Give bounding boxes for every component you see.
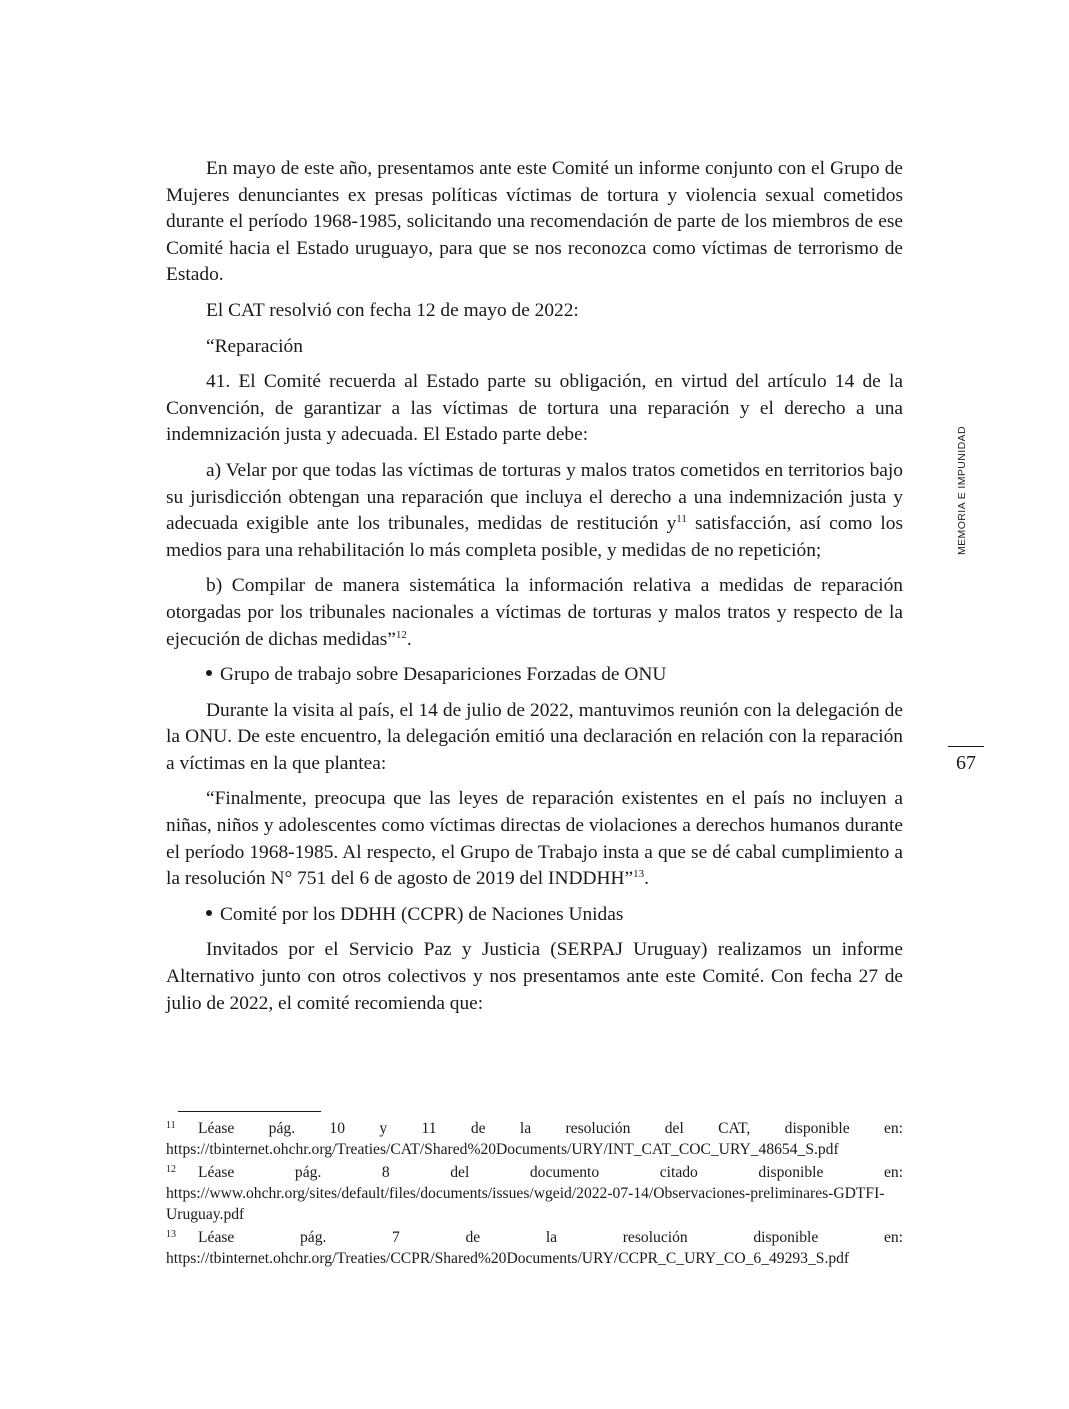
main-text [166, 156, 903, 1017]
bullet-grupo-trabajo-text: Grupo de trabajo sobre Desapariciones Forzadas de ONU [220, 664, 667, 686]
footnote-11: 11 Léase pág. 10 y 11 de la resolución del CAT, disponible en: https://tbinternet.ohchr.org/Treaties/CAT/Shared%20Documents/URY/INT_CAT_COC_URY_48654_S.pdf [166, 1120, 903, 1158]
paragraph-cat-resolvio: El CAT resolvió con fecha 12 de mayo de 2022: [206, 299, 579, 321]
bullet-dot-icon [206, 910, 212, 916]
paragraph-visita-pais: Durante la visita al país, el 14 de julio de 2022, mantuvimos reunión con la delegación de la ONU. De este encuentro, la delegación emitió una declaración en relación con la reparación a víctimas en la que plantea: [166, 699, 903, 774]
footnote-12: 12 Léase pág. 8 del documento citado disponible en: https://www.ohchr.org/sites/default/files/documents/issues/wgeid/2022-07-14/Observaciones-preliminares-GDTFI-Uruguay.pdf [166, 1164, 903, 1223]
footnote-ref-12[interactable]: 12 [395, 628, 407, 641]
footnote-separator [178, 1111, 321, 1112]
paragraph-informe-conjunto: En mayo de este año, presentamos ante este Comité un informe conjunto con el Grupo de Mujeres denunciantes ex presas políticas víctimas de tortura y violencia sexual cometidos durante el período 1968-1985, solicitando una recomendación de parte de los miembros de ese Comité hacia el Estado uruguayo, para que se nos reconozca como víctimas de terrorismo de Estado. [166, 158, 903, 286]
bullet-grupo-trabajo [166, 662, 903, 689]
bullet-comite-ddhh [166, 902, 903, 929]
bullet-dot-icon [206, 670, 212, 676]
footnote-text[interactable]: Léase pág. 10 y 11 de la resolución del CAT, disponible en: https://tbinternet.ohchr.org/Treaties/CAT/Shared%20Documents/URY/INT_CAT_COC_URY_48654_S.pdf [166, 1120, 903, 1158]
paragraph-41: 41. El Comité recuerda al Estado parte su obligación, en virtud del artículo 14 de la Convención, de garantizar a las víctimas de tortura una reparación y el derecho a una indemnización justa y adecuada. El Estado parte debe: [166, 371, 903, 446]
paragraph-finalmente-quote [166, 786, 903, 892]
footnote-text[interactable]: Léase pág. 8 del documento citado disponible en: https://www.ohchr.org/sites/default/files/documents/issues/wgeid/2022-07-14/Observaciones-preliminares-GDTFI-Uruguay.pdf [166, 1164, 903, 1223]
bullet-comite-ddhh-text: Comité por los DDHH (CCPR) de Naciones Unidas [220, 903, 624, 925]
footnotes [166, 1118, 903, 1271]
quote-text-end: . [644, 868, 649, 890]
paragraph-reparacion-heading: “Reparación [206, 335, 303, 357]
item-b-text-start: b) Compilar de manera sistemática la información relativa a medidas de reparación otorgadas por los tribunales nacionales a víctimas de torturas y malos tratos y respecto de la ejecución de dichas medidas” [166, 575, 903, 650]
page-number: 67 [956, 752, 976, 774]
paragraph-serpaj: Invitados por el Servicio Paz y Justicia (SERPAJ Uruguay) realizamos un informe Alternativo junto con otros colectivos y nos presentamos ante este Comité. Con fecha 27 de julio de 2022, el comité recomienda que: [166, 939, 903, 1014]
paragraph-item-b [166, 573, 903, 653]
paragraph-item-a [166, 458, 903, 564]
footnote-13: 13 Léase pág. 7 de la resolución disponible en: https://tbinternet.ohchr.org/Treaties/CCPR/Shared%20Documents/URY/CCPR_C_URY_CO_6_49293_S.pdf [166, 1229, 903, 1267]
footnote-text[interactable]: Léase pág. 7 de la resolución disponible en: https://tbinternet.ohchr.org/Treaties/CCPR/Shared%20Documents/URY/CCPR_C_URY_CO_6_49293_S.pdf [166, 1229, 903, 1267]
footnote-ref-11[interactable]: 11 [676, 513, 687, 526]
item-b-text-end: . [406, 628, 412, 650]
item-a-text-end: satisfacción, así como los medios para una rehabilitación lo más completa posible, y medidas de no repetición; [166, 513, 903, 561]
running-header-side-label: MEMORIA E IMPUNIDAD [956, 426, 968, 556]
page-number-rule [948, 746, 984, 747]
footnote-ref-13[interactable]: 13 [633, 868, 645, 881]
item-a-text-start: a) Velar por que todas las víctimas de torturas y malos tratos cometidos en territorios bajo su jurisdicción obtengan una reparación que incluya el derecho a una indemnización justa y adecuada exigible ante los tribunales, medidas de restitución y [166, 459, 903, 535]
quote-text-start: “Finalmente, preocupa que las leyes de reparación existentes en el país no incluyen a niñas, niños y adolescentes como víctimas directas de violaciones a derechos humanos durante el período 1968-1985. Al respecto, el Grupo de Trabajo insta a que se dé cabal cumplimiento a la resolución N° 751 del 6 de agosto de 2019 del INDDHH” [166, 788, 903, 890]
